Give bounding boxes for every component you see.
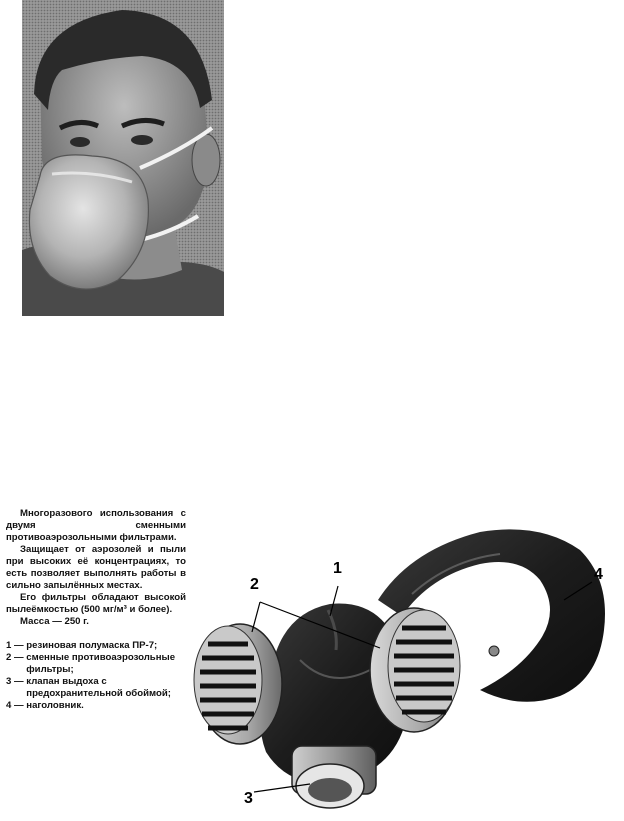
description-paragraph-3: Его фильтры обладают высокой пылеёмкостью (500 мг/м³ и более). xyxy=(6,592,186,615)
description-paragraph-4: Масса — 250 г. xyxy=(20,616,89,627)
description-paragraph-1: Многоразового использования с двумя сменными противоаэрозольными фильтрами. xyxy=(6,508,186,543)
respirator-diagram xyxy=(180,520,624,821)
legend-item: 1 — резиновая полумаска ПР-7; xyxy=(6,640,186,652)
legend-number: 3 xyxy=(6,676,12,687)
legend xyxy=(6,640,186,712)
legend-number: 4 xyxy=(6,700,12,711)
left-filter xyxy=(194,624,282,744)
legend-number: 1 xyxy=(6,640,12,651)
exhalation-valve xyxy=(292,746,376,808)
legend-text: наголовник. xyxy=(26,700,84,711)
callout-4: 4 xyxy=(594,566,603,583)
respirator-face-illustration xyxy=(22,0,224,316)
legend-text: сменные противоаэрозольные фильтры; xyxy=(26,652,176,675)
callout-1: 1 xyxy=(333,560,342,577)
callout-3: 3 xyxy=(244,790,253,807)
description-paragraph-2: Защищает от аэрозолей и пыли при высоких её концентрациях, то есть позволяет выполнять работы в сильно запылённых местах. xyxy=(6,544,186,591)
legend-number: 2 xyxy=(6,652,12,663)
legend-text: резиновая полумаска ПР-7; xyxy=(26,640,158,651)
legend-item: 2 — сменные противоаэрозольные фильтры; xyxy=(6,652,186,676)
legend-text: клапан выдоха с предохранительной обоймой; xyxy=(26,676,171,699)
right-filter xyxy=(370,608,460,732)
legend-item: 4 — наголовник. xyxy=(6,700,186,712)
description-block xyxy=(6,508,186,712)
legend-item: 3 — клапан выдоха с предохранительной обоймой; xyxy=(6,676,186,700)
callout-2: 2 xyxy=(250,576,259,593)
